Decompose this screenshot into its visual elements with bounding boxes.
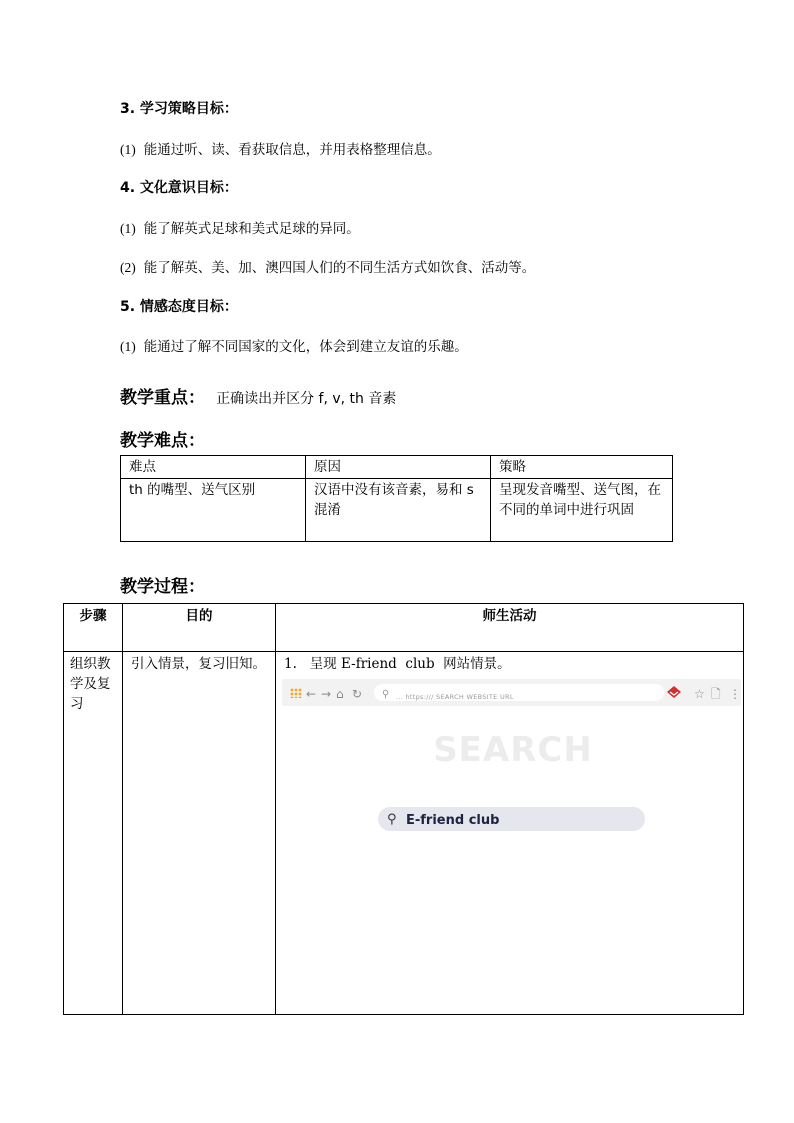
- item-number: (1): [120, 221, 136, 236]
- item-number: (1): [120, 142, 136, 157]
- item-number: (2): [120, 260, 136, 275]
- item-number: (1): [120, 339, 136, 354]
- table-header-row: [121, 456, 673, 479]
- item-text: 能通过了解不同国家的文化，体会到建立友谊的乐趣。: [143, 339, 468, 355]
- item-text: 能了解英、美、加、澳四国人们的不同生活方式如饮食、活动等。: [143, 260, 536, 276]
- strategy-item-1: [120, 138, 441, 158]
- difficulty-table: [120, 455, 673, 542]
- table-cell: 汉语中没有该音素，易和 s 混淆: [306, 479, 491, 542]
- search-query: E-friend club: [406, 813, 500, 828]
- activity-text: 1. 呈现 E-friend club 网站情景。: [284, 656, 511, 672]
- address-bar[interactable]: [374, 684, 664, 701]
- table-header-cell: 原因: [306, 456, 491, 479]
- home-icon[interactable]: ⌂: [336, 687, 344, 701]
- process-label: 教学过程：: [120, 577, 205, 597]
- key-point: [120, 383, 396, 408]
- culture-item-1: [120, 217, 360, 237]
- emotion-item-1: [120, 335, 468, 355]
- difficulty-label: 教学难点：: [120, 431, 205, 451]
- activity-cell: [276, 652, 744, 1015]
- table-header-cell: 策略: [491, 456, 673, 479]
- table-header-cell: 步骤: [64, 604, 123, 652]
- section-heading-culture: 4. 文化意识目标：: [120, 180, 238, 196]
- section-heading-strategy: 3. 学习策略目标：: [120, 101, 238, 117]
- address-bar-url: ... https:/// SEARCH WEBSITE URL: [396, 693, 514, 701]
- search-icon: ⚲: [382, 689, 390, 700]
- back-arrow-icon[interactable]: ←: [306, 687, 317, 701]
- goal-cell: 引入情景，复习旧知。: [123, 652, 276, 1015]
- forward-arrow-icon[interactable]: →: [321, 687, 332, 701]
- search-box[interactable]: [378, 807, 645, 831]
- table-header-cell: 目的: [123, 604, 276, 652]
- more-menu-icon[interactable]: ⋮: [729, 687, 741, 701]
- process-table: [63, 603, 744, 1015]
- search-banner-word: SEARCH: [433, 730, 593, 770]
- table-header-row: [64, 604, 744, 652]
- table-row: [121, 479, 673, 542]
- step-cell: 组织教学及复习: [64, 652, 123, 1015]
- reload-icon[interactable]: ↻: [352, 687, 363, 701]
- table-cell: 呈现发音嘴型、送气图，在不同的单词中进行巩固: [491, 479, 673, 542]
- section-heading-emotion: 5. 情感态度目标：: [120, 299, 238, 315]
- extension-icon[interactable]: [667, 686, 681, 698]
- apps-grid-icon[interactable]: [290, 688, 302, 698]
- table-cell: th 的嘴型、送气区别: [121, 479, 306, 542]
- table-row: [64, 652, 744, 1015]
- table-header-cell: 师生活动: [276, 604, 744, 652]
- key-point-label: 教学重点：: [120, 388, 205, 408]
- key-point-text: 正确读出并区分 f, v, th 音素: [216, 391, 397, 407]
- table-header-cell: 难点: [121, 456, 306, 479]
- document-icon[interactable]: 🗋: [711, 687, 721, 701]
- item-text: 能了解英式足球和美式足球的异同。: [143, 221, 360, 237]
- star-icon[interactable]: ☆: [694, 687, 705, 701]
- search-icon: ⚲: [387, 812, 397, 827]
- item-text: 能通过听、读、看获取信息，并用表格整理信息。: [143, 142, 441, 158]
- browser-toolbar: [282, 679, 741, 706]
- culture-item-2: [120, 256, 535, 276]
